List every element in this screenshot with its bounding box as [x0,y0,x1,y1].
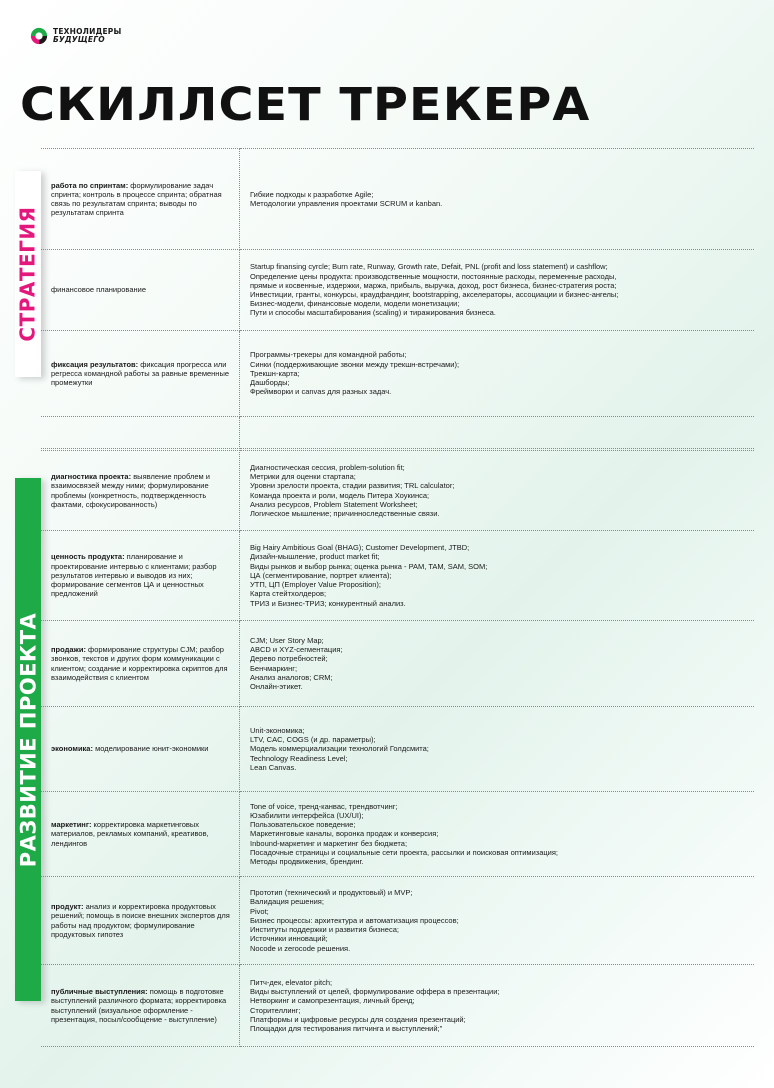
topic-line: Technology Readiness Level; [250,753,348,763]
topics-cell [240,451,755,531]
topic-line: ABCD и XYZ-сегментация; [250,645,343,655]
skill-key: публичные выступления: [51,987,148,997]
skill-cell [41,792,240,877]
topic-line: Команда проекта и роли, модель Питера Хоукинса; [250,490,430,500]
logo-line-2: БУДУЩЕГО [53,35,105,44]
skill-key: работа по спринтам: [51,180,129,190]
topics-cell [240,250,755,331]
topic-line: Unit-экономика; [250,725,305,735]
logo [30,27,121,45]
logo-text [53,28,121,44]
topic-line: Анализ ресурсов, Problem Statement Worksheet; [250,499,418,509]
topic-line: ЦА (сегментирование, портрет клиента); [250,570,392,580]
topic-line: Модель коммерциализации технологий Голдсмита; [250,744,429,754]
skill-cell [41,531,240,621]
topic-line: Big Hairy Ambitious Goal (BHAG); Customer Development, JTBD; [250,543,470,553]
page-title: СКИЛЛСЕТ ТРЕКЕРА [20,78,591,131]
skill-description: анализ и корректировка продуктовых решений; помощь в поиске внешних экспертов для работы над продуктом; формулирование продуктовых гипотез [51,902,230,939]
skill-key: маркетинг: [51,820,92,830]
topic-line: ТРИЗ и Бизнес-ТРИЗ; конкурентный анализ. [250,598,406,608]
topic-line: Nocode и zerocode решения. [250,943,351,953]
skill-cell [41,250,240,331]
topics-cell [240,331,755,417]
topic-line: CJM; User Story Map; [250,635,324,645]
topics-cell [240,621,755,707]
topics-cell [240,877,755,965]
topic-line: Tone of voice, тренд-канвас, трендвотчинг; [250,801,398,811]
topic-line: УТП, ЦП (Employer Value Proposition); [250,580,381,590]
table-row [41,792,754,877]
table-row [41,965,754,1047]
skill-key: диагностика проекта: [51,472,132,482]
table-row [41,531,754,621]
topic-line: Дизайн-мышление, product market fit; [250,552,380,562]
skill-key: продукт: [51,902,84,912]
skill-cell [41,965,240,1047]
topic-line: Уровни зрелости проекта, стадии развития; TRL calculator; [250,481,455,491]
table-row [41,621,754,707]
topic-line: Питч-дек, elevator pitch; [250,977,333,987]
skill-key: продажи: [51,645,86,655]
section-label-development [15,478,41,1001]
topic-line: Трекшн-карта; [250,368,300,378]
topic-line: Виды рынков и выбор рынка; оценка рынка - PAM, TAM, SAM, SOM; [250,561,488,571]
topic-line: Фреймворки и canvas для разных задач. [250,387,392,397]
skill-cell [41,451,240,531]
skill-cell [41,877,240,965]
logo-line-1: ТЕХНОЛИДЕРЫ [53,27,122,36]
topic-line: Платформы и цифровые ресурсы для создания презентаций; [250,1014,466,1024]
topic-line: Определение цены продукта: производственные мощности, постоянные расходы, переменные расходы, [250,271,617,281]
skill-description: моделирование юнит-экономики [92,744,209,754]
table-row [41,451,754,531]
skill-description: помощь в подготовке выступлений различного формата; корректировка выступлений (визуальное оформление - презентация, посыл/сообщение - выступление) [51,987,227,1024]
topic-line: Источники инноваций; [250,934,328,944]
skill-key: фиксация результатов: [51,359,139,369]
topic-line: Синки (поддерживающие звонки между трекшн-встречами); [250,359,460,369]
topics-cell [240,965,755,1047]
topic-line: Прототип (технический и продуктовый) и MVP; [250,888,413,898]
section-label-strategy-text: СТРАТЕГИЯ [16,206,40,342]
topic-line: Дерево потребностей; [250,654,328,664]
topic-line: Бенчмаркинг; [250,663,298,673]
skill-cell [41,621,240,707]
topic-line: Маркетинговые каналы, воронка продаж и конверсия; [250,829,439,839]
topic-line: Startup finansing cyrcle; Burn rate, Runway, Growth rate, Defait, PNL (profit and loss statement) и cashflow; [250,262,608,272]
topics-cell [240,707,755,792]
topic-line: Нетворкинг и самопрезентация, личный бренд; [250,996,415,1006]
skill-description: финансовое планирование [51,285,147,295]
topic-line: Дашборды; [250,378,290,388]
topic-line: Институты поддержки и развития бизнеса; [250,925,399,935]
topic-line: Диагностическая сессия, problem-solution fit; [250,462,405,472]
table-row [41,331,754,417]
topic-line: Виды выступлений от целей, формулирование оффера в презентации; [250,987,500,997]
skill-description: фиксация прогресса или регресса командной работы за равные временные промежутки [51,359,230,388]
topic-line: Lean Canvas. [250,762,297,772]
skill-description: формирование структуры CJM; разбор звонков, текстов и других форм коммуникации с клиентом; создание и корректировка скриптов для взаимодействия с клиентом [51,645,228,682]
topic-line: Inbound-маркетинг и маркетинг без бюджета; [250,838,408,848]
topic-line: Бизнес-модели, финансовые модели, модели монетизации; [250,299,460,309]
topic-line: Анализ аналогов; CRM; [250,672,333,682]
skill-description: планирование и проектирование интервью с клиентами; разбор результатов интервью и выводов из них; формирование сегментов ЦА и ценностных предложений [51,552,217,599]
skill-key: экономика: [51,744,93,754]
table-row [41,149,754,250]
topic-line: Посадочные страницы и социальные сети проекта, рассылки и поисковая оптимизация; [250,847,559,857]
table-row [41,250,754,331]
skill-description: формулирование задач спринта; контроль в процессе спринта; обратная связь по результатам спринта; выводы по результатам спринта [51,180,222,218]
topic-line: Сторителлинг; [250,1005,301,1015]
skill-key: ценность продукта: [51,552,125,562]
development-table [41,450,754,1047]
topics-cell [240,792,755,877]
logo-mark-icon [30,27,48,45]
topic-line: Pivot; [250,906,269,916]
topic-line: прямые и косвенные, издержки, маржа, прибыль, выручка, доход, рост бизнеса, бизнес-стратегия роста; [250,280,617,290]
topic-line: Площадки для тестирования питчинга и выступлений;" [250,1023,443,1033]
empty-cell [41,417,240,449]
topic-line: Методы продвижения, брендинг. [250,857,364,866]
skill-cell [41,149,240,250]
topic-line: Гибкие подходы к разработке Agile; [250,189,374,199]
topic-line: LTV, CAC, COGS (и др. параметры); [250,735,376,745]
topic-line: Юзабилити интерфейса (UX/UI); [250,810,364,820]
topic-line: Программы-трекеры для командной работы; [250,350,407,360]
skill-description: выявление проблем и взаимосвязей между ними; формулирование проблемы (конкретность, подтвержденность фактами, сфокусированность) [51,472,210,509]
topic-line: Онлайн-этикет. [250,681,303,691]
section-label-development-text: РАЗВИТИЕ ПРОЕКТА [16,612,41,867]
table-row [41,877,754,965]
skill-cell [41,707,240,792]
topic-line: Логическое мышление; причинноследственные связи. [250,508,440,518]
topic-line: Карта стейтхолдеров; [250,589,327,599]
topic-line: Пути и способы масштабирования (scaling) и тиражирования бизнеса. [250,308,496,318]
topic-line: Валидация решения; [250,897,324,907]
topic-line: Метрики для оценки стартапа; [250,472,356,482]
topic-line: Методологии управления проектами SCRUM и kanban. [250,199,443,208]
table-row-empty [41,417,754,449]
skill-description: корректировка маркетинговых материалов, рекламых компаний, креативов, лендингов [51,820,209,848]
topics-cell [240,149,755,250]
topic-line: Инвестиции, гранты, конкурсы, краудфандинг, bootstrapping, акселераторы, ассоциации и бизнес-ангелы; [250,290,619,299]
topic-line: Пользовательское поведение; [250,820,356,830]
table-row [41,707,754,792]
empty-cell [240,417,755,449]
topics-cell [240,531,755,621]
topic-line: Бизнес процессы: архитектура и автоматизация процессов; [250,915,459,925]
skill-cell [41,331,240,417]
strategy-table [41,148,754,449]
section-label-strategy [15,171,41,377]
